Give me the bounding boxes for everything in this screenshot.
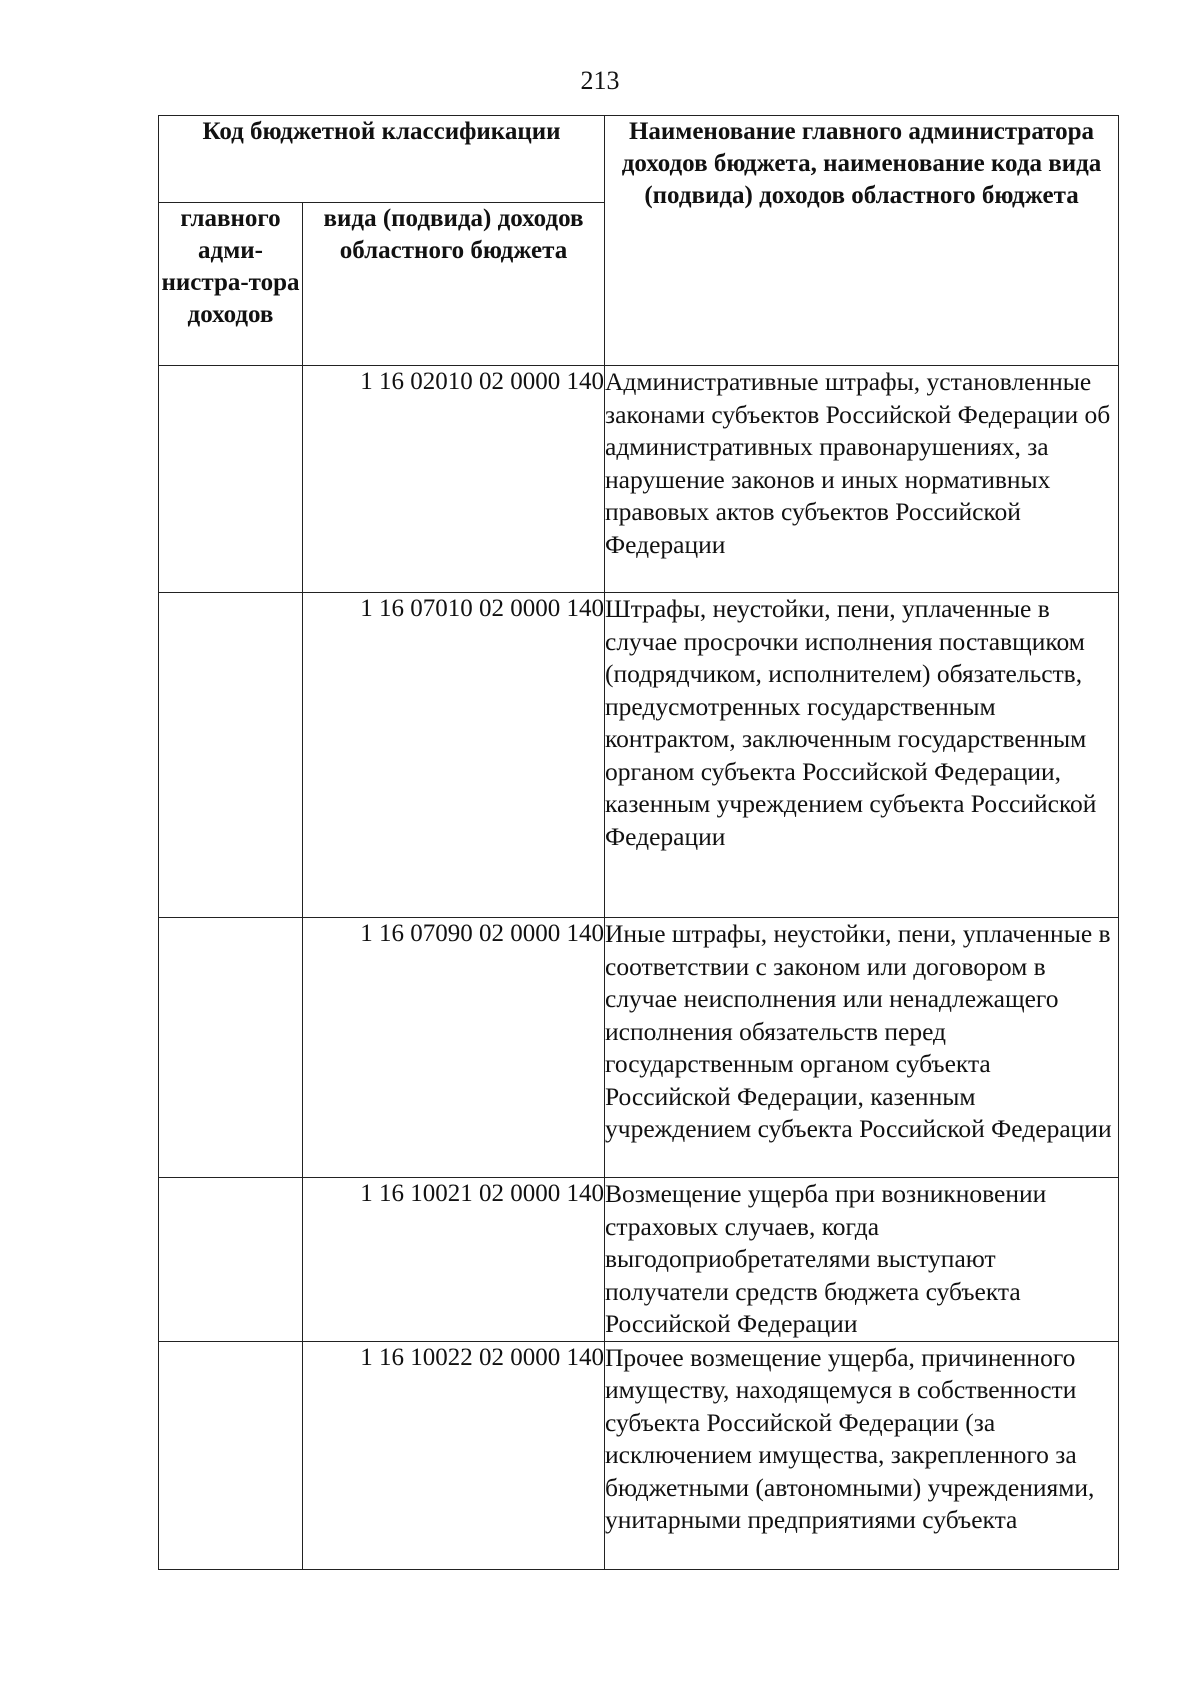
table-row — [159, 1178, 1119, 1342]
table-body — [159, 366, 1119, 1570]
income-code-cell: 1 16 07090 02 0000 140 — [303, 918, 605, 1178]
income-code-cell: 1 16 07010 02 0000 140 — [303, 593, 605, 918]
header-administrator-name: Наименование главного администратора доходов бюджета, наименование кода вида (подвида) доходов областного бюджета — [605, 116, 1119, 366]
budget-classification-table — [158, 115, 1119, 1570]
income-name-cell: Возмещение ущерба при возникновении страховых случаев, когда выгодоприобретателями выступают получатели средств бюджета субъекта Российской Федерации — [605, 1178, 1119, 1342]
admin-cell — [159, 918, 303, 1178]
header-main-administrator: главного адми-нистра-тора доходов — [159, 203, 303, 366]
admin-cell — [159, 366, 303, 593]
admin-cell — [159, 1178, 303, 1342]
table-row — [159, 593, 1119, 918]
table-row — [159, 366, 1119, 593]
income-code-cell: 1 16 02010 02 0000 140 — [303, 366, 605, 593]
income-name-cell: Административные штрафы, установленные законами субъектов Российской Федерации об административных правонарушениях, за нарушение законов и иных нормативных правовых актов субъектов Российской Федерации — [605, 366, 1119, 593]
income-name-cell: Прочее возмещение ущерба, причиненного имуществу, находящемуся в собственности субъекта Российской Федерации (за исключением имущества, закрепленного за бюджетными (автономными) учреждениями, унитарными предприятиями субъекта — [605, 1341, 1119, 1569]
income-code-cell: 1 16 10022 02 0000 140 — [303, 1341, 605, 1569]
table-row — [159, 918, 1119, 1178]
header-income-kind: вида (подвида) доходов областного бюджета — [303, 203, 605, 366]
income-name-cell: Иные штрафы, неустойки, пени, уплаченные в соответствии с законом или договором в случае неисполнения или ненадлежащего исполнения обязательств перед государственным органом субъекта Российской Федерации, казенным учреждением субъекта Российской Федерации — [605, 918, 1119, 1178]
header-classification-code: Код бюджетной классификации — [159, 116, 605, 203]
income-name-cell: Штрафы, неустойки, пени, уплаченные в случае просрочки исполнения поставщиком (подрядчиком, исполнителем) обязательств, предусмотренных государственным контрактом, заключенным государственным органом субъекта Российской Федерации, казенным учреждением субъекта Российской Федерации — [605, 593, 1119, 918]
table-row — [159, 1341, 1119, 1569]
admin-cell — [159, 1341, 303, 1569]
income-code-cell: 1 16 10021 02 0000 140 — [303, 1178, 605, 1342]
table-header — [159, 116, 1119, 366]
admin-cell — [159, 593, 303, 918]
page-number: 213 — [580, 66, 620, 95]
